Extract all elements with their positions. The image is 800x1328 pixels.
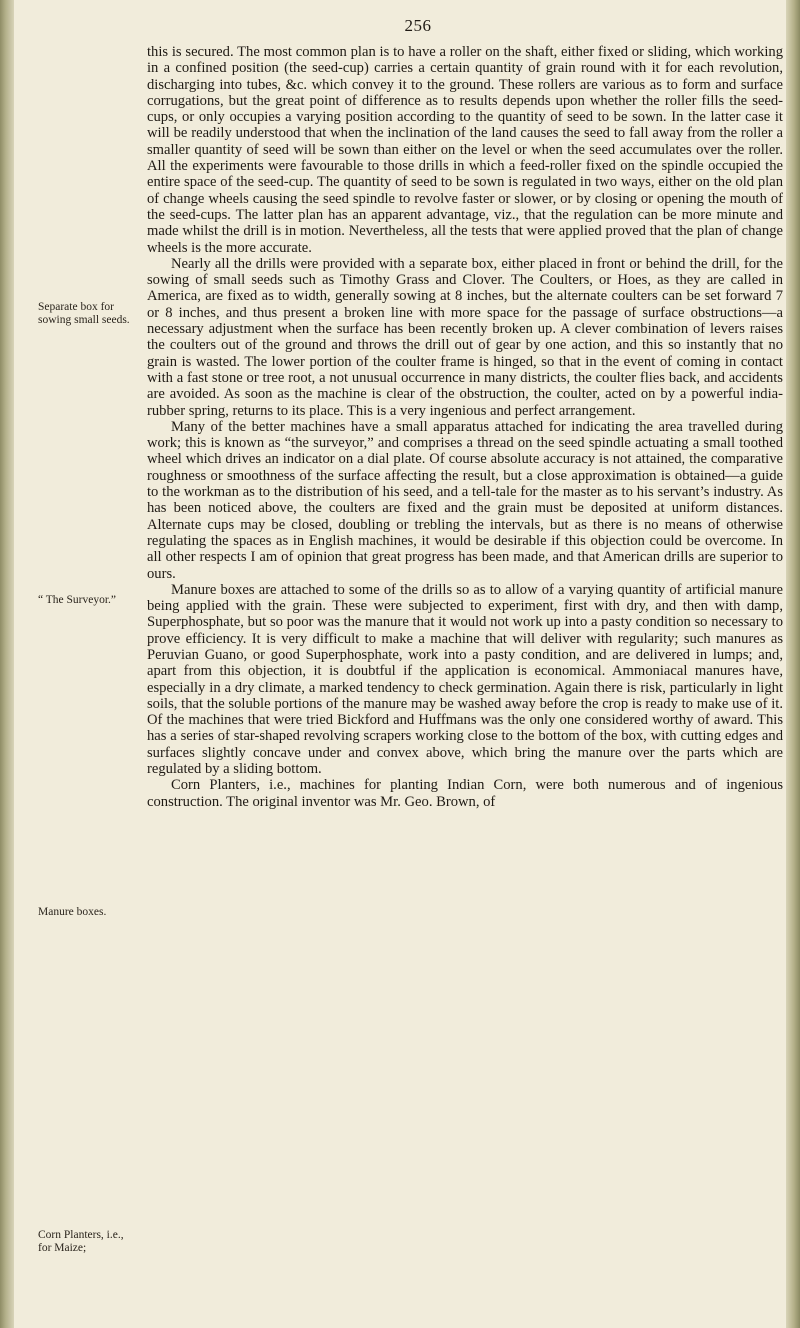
paragraph-seed-rollers: this is secured. The most common plan is to have a roller on the shaft, either fixed or sliding, which working in a confined position (the seed-cup) carries a certain quantity of grain round with it for each revolution, discharging into tubes, &c. which convey it to the ground. These rollers are various as to form and surface corrugations, but the great point of difference as to results depends upon whether the roller fills the seed-cups, or only occupies a varying position according to the quantity of seed to be sown. In the latter case it will be readily understood that when the inclination of the land causes the seed to fall away from the roller a smaller quantity of seed will be sown than either on the level or when the seed accumulates over the roller. All the experiments were favourable to those drills in which a feed-roller fixed on the spindle occupied the entire space of the seed-cup. The quantity of seed to be sown is regulated in two ways, either on the old plan of change wheels causing the seed spindle to revolve faster or slower, or by closing or opening the mouth of the seed-cups. The latter plan has an apparent advantage, viz., that the regulation can be more minute and made whilst the drill is in motion. Nevertheless, all the tests that were applied proved that the plan of change wheels is the more accurate. (147, 44, 783, 256)
right-page-edge (786, 0, 800, 1328)
margin-note-corn-planters: Corn Planters, i.e., for Maize; (38, 1229, 124, 1254)
page-number: 256 (404, 16, 432, 35)
paragraph-surveyor: Many of the better machines have a small apparatus attached for indicating the area travelled during work; this is known as “the surveyor,” and comprises a thread on the seed spindle actuating a small toothed wheel which drives an indicator on a dial plate. Of course absolute accuracy is not attained, the comparative roughness or smoothness of the surface affecting the result, but a close approximation is obtained—a guide to the workman as to the distribution of his seed, and a tell-tale for the master as to his servant’s industry. As has been noticed above, the coulters are fixed and the grain must be deposited at uniform distances. Alternate cups may be closed, doubling or trebling the intervals, but as there is no means of otherwise regulating the spaces as in English machines, it would be desirable if this objection could be overcome. In all other respects I am of opinion that great progress has been made, and that American drills are superior to ours. (147, 418, 783, 582)
margin-note-separate-box: Separate box for sowing small seeds. (38, 301, 130, 326)
margin-note-surveyor: “ The Surveyor.” (38, 594, 117, 606)
left-binding-edge (0, 0, 14, 1328)
body-text (147, 44, 783, 810)
paragraph-corn-planters: Corn Planters, i.e., machines for planting Indian Corn, were both numerous and of ingenious construction. The original inventor was Mr. Geo. Brown, of (147, 777, 783, 810)
margin-note-manure-boxes: Manure boxes. (38, 906, 107, 918)
paragraph-small-seeds-box: Nearly all the drills were provided with a separate box, either placed in front or behind the drill, for the sowing of small seeds such as Timothy Grass and Clover. The Coulters, or Hoes, as they are called in America, are fixed as to width, generally sowing at 8 inches, but the alternate coulters can be set forward 7 or 8 inches, and thus present a broken line with more space for the passage of surface obstructions—a necessary adjustment when the surface has been recently broken up. A clever combination of levers raises the coulters out of the ground and throws the drill out of gear by one action, and this so instantly that no grain is wasted. The lower portion of the coulter frame is hinged, so that in the event of coming in contact with a fast stone or tree root, a not unusual occurrence in many districts, the coulter flies back, and accidents are avoided. As soon as the machine is clear of the obstruction, the coulter, acted on by a powerful india-rubber spring, returns to its place. This is a very ingenious and perfect arrangement. (147, 255, 783, 419)
paragraph-manure-boxes: Manure boxes are attached to some of the drills so as to allow of a varying quantity of artificial manure being applied with the grain. These were subjected to experiment, first with dry, and then with damp, Superphosphate, but so poor was the manure that it would not work up into a pasty condition so necessary to prove efficiency. It is very difficult to make a machine that will deliver with regularity; such manures as Peruvian Guano, or good Superphosphate, work into a pasty condition, and are delivered in lumps; and, apart from this objection, it is doubtful if the application is economical. Ammoniacal manures have, especially in a dry climate, a marked tendency to check germination. Again there is risk, particularly in light soils, that the soluble portions of the manure may be washed away before the crop is ready to make use of it. Of the machines that were tried Bickford and Huffmans was the only one considered worthy of award. This has a series of star-shaped revolving scrapers working close to the bottom of the box, with cutting edges and surfaces slightly concave under and convex above, which bring the manure over the parts which are regulated by a sliding bottom. (147, 581, 783, 778)
